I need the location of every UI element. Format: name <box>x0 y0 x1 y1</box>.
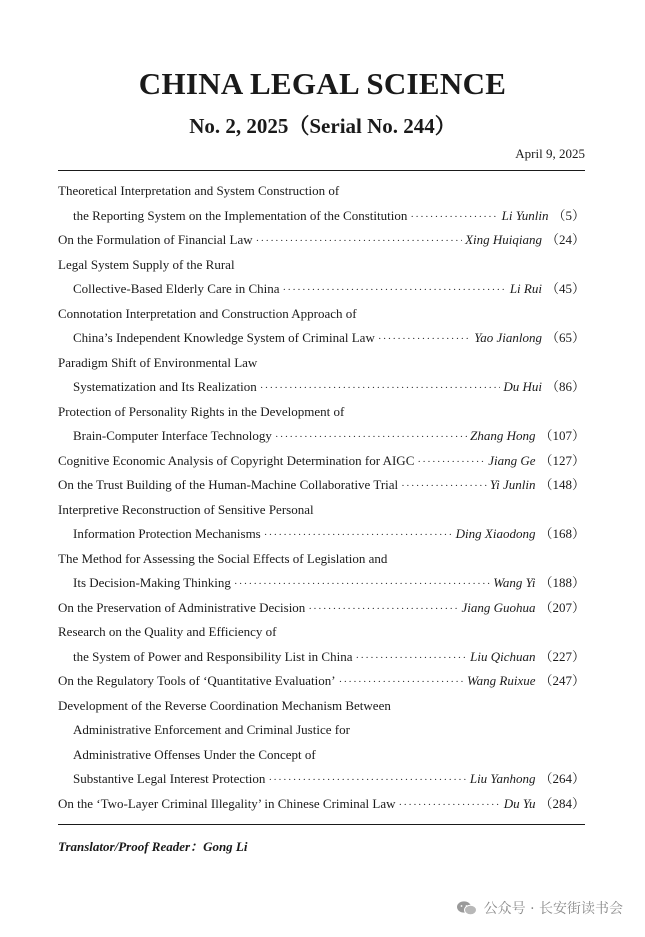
article-title-line: Interpretive Reconstruction of Sensitive Personal <box>58 501 314 517</box>
issue-date: April 9, 2025 <box>515 146 585 161</box>
article-title-line: Legal System Supply of the Rural <box>58 256 235 272</box>
article-author: Li Yunlin <box>501 207 549 223</box>
article-title-line: Paradigm Shift of Environmental Law <box>58 354 258 370</box>
article-author: Du Hui <box>503 379 542 394</box>
article-page: （264） <box>539 771 585 786</box>
toc-line <box>58 277 585 302</box>
credit-name: Gong Li <box>203 839 248 854</box>
wechat-icon <box>456 900 478 916</box>
article-page: （45） <box>545 281 585 296</box>
article-page: （188） <box>539 575 585 590</box>
toc-line <box>58 473 585 498</box>
dot-leader <box>356 646 468 671</box>
toc-line <box>58 375 585 400</box>
translator-credit <box>58 836 247 855</box>
article-title-line: Brain-Computer Interface Technology <box>73 428 272 443</box>
article-title-line: Administrative Offenses Under the Concept of <box>73 746 316 762</box>
toc-line <box>58 620 585 645</box>
journal-title: CHINA LEGAL SCIENCE <box>138 66 507 101</box>
toc-line <box>58 669 585 694</box>
article-page: （227） <box>539 648 585 664</box>
toc-line <box>58 767 585 792</box>
article-title-line: Connotation Interpretation and Construction Approach of <box>58 305 357 321</box>
toc-line <box>58 179 585 204</box>
article-title-line: the Reporting System on the Implementation of the Constitution <box>73 207 408 223</box>
article-title-line: Information Protection Mechanisms <box>73 526 261 541</box>
toc-line <box>58 718 585 743</box>
dot-leader <box>339 670 464 695</box>
toc-line <box>58 424 585 449</box>
article-author: Du Yu <box>503 795 536 811</box>
toc-line <box>58 547 585 572</box>
dot-leader <box>401 474 487 499</box>
article-page: （207） <box>539 599 585 615</box>
article-author: Zhang Hong <box>470 428 536 443</box>
dot-leader <box>378 327 471 352</box>
top-rule <box>58 170 585 171</box>
table-of-contents <box>58 179 585 816</box>
article-title-line: Theoretical Interpretation and System Construction of <box>58 183 340 198</box>
article-title-line: On the Preservation of Administrative Decision <box>58 599 306 615</box>
article-title-line: China’s Independent Knowledge System of Criminal Law <box>73 330 375 345</box>
article-page: （86） <box>545 379 585 394</box>
article-title-line: Systematization and Its Realization <box>73 379 257 394</box>
toc-line <box>58 694 585 719</box>
toc-line <box>58 228 585 253</box>
toc-line <box>58 571 585 596</box>
article-page: （148） <box>539 477 585 492</box>
issue-number: No. 2, 2025（Serial No. 244） <box>189 114 456 138</box>
article-author: Yao Jianlong <box>474 330 542 345</box>
dot-leader <box>308 597 458 622</box>
article-page: （168） <box>539 526 585 541</box>
article-title-line: On the Trust Building of the Human-Machine Collaborative Trial <box>58 477 399 492</box>
toc-line <box>58 522 585 547</box>
dot-leader <box>283 278 507 303</box>
toc-line <box>58 792 585 817</box>
dot-leader <box>410 205 498 230</box>
article-author: Jiang Ge <box>488 452 536 468</box>
toc-line <box>58 743 585 768</box>
article-title-line: Research on the Quality and Efficiency of <box>58 624 277 639</box>
article-page: （5） <box>552 207 585 223</box>
credit-label: Translator/Proof Reader： <box>58 839 204 854</box>
article-page: （24） <box>545 232 585 247</box>
toc-line <box>58 645 585 670</box>
article-title-line: Collective-Based Elderly Care in China <box>73 281 280 296</box>
toc-line <box>58 253 585 278</box>
article-title-line: The Method for Assessing the Social Effects of Legislation and <box>58 550 388 566</box>
article-page: （247） <box>539 673 585 688</box>
bottom-rule <box>58 824 585 825</box>
article-author: Jiang Guohua <box>461 599 536 615</box>
toc-line <box>58 449 585 474</box>
article-page: （284） <box>539 795 585 811</box>
watermark <box>456 898 623 918</box>
dot-leader <box>234 572 490 597</box>
article-title-line: Substantive Legal Interest Protection <box>73 771 266 786</box>
dot-leader <box>275 425 467 450</box>
article-author: Liu Yanhong <box>469 771 536 786</box>
toc-line <box>58 498 585 523</box>
article-title-line: On the Formulation of Financial Law <box>58 232 253 247</box>
toc-line <box>58 400 585 425</box>
article-author: Wang Yi <box>493 575 536 590</box>
toc-line <box>58 351 585 376</box>
article-title-line: Development of the Reverse Coordination Mechanism Between <box>58 697 391 713</box>
article-author: Wang Ruixue <box>467 673 536 688</box>
article-title-line: the System of Power and Responsibility List in China <box>73 648 353 664</box>
article-author: Liu Qichuan <box>470 648 536 664</box>
article-author: Yi Junlin <box>489 477 536 492</box>
dot-leader <box>398 793 500 818</box>
article-page: （65） <box>545 330 585 345</box>
article-title-line: On the Regulatory Tools of ‘Quantitative Evaluation’ <box>58 673 336 688</box>
article-title-line: Its Decision-Making Thinking <box>73 575 231 590</box>
article-title-line: Protection of Personality Rights in the Development of <box>58 403 345 419</box>
toc-line <box>58 302 585 327</box>
article-author: Xing Huiqiang <box>465 232 542 247</box>
toc-line <box>58 204 585 229</box>
article-title-line: On the ‘Two-Layer Criminal Illegality’ in Chinese Criminal Law <box>58 795 396 811</box>
article-title-line: Administrative Enforcement and Criminal Justice for <box>73 722 350 737</box>
dot-leader <box>256 229 462 254</box>
dot-leader <box>268 768 466 793</box>
article-title-line: Cognitive Economic Analysis of Copyright Determination for AIGC <box>58 452 415 468</box>
dot-leader <box>264 523 453 548</box>
article-page: （107） <box>539 428 585 443</box>
article-author: Li Rui <box>509 281 542 296</box>
article-page: （127） <box>539 452 585 468</box>
dot-leader <box>260 376 501 401</box>
dot-leader <box>417 450 485 475</box>
watermark-text: 公众号 · 长安街读书会 <box>483 901 623 917</box>
article-author: Ding Xiaodong <box>455 526 536 541</box>
toc-line <box>58 326 585 351</box>
toc-line <box>58 596 585 621</box>
